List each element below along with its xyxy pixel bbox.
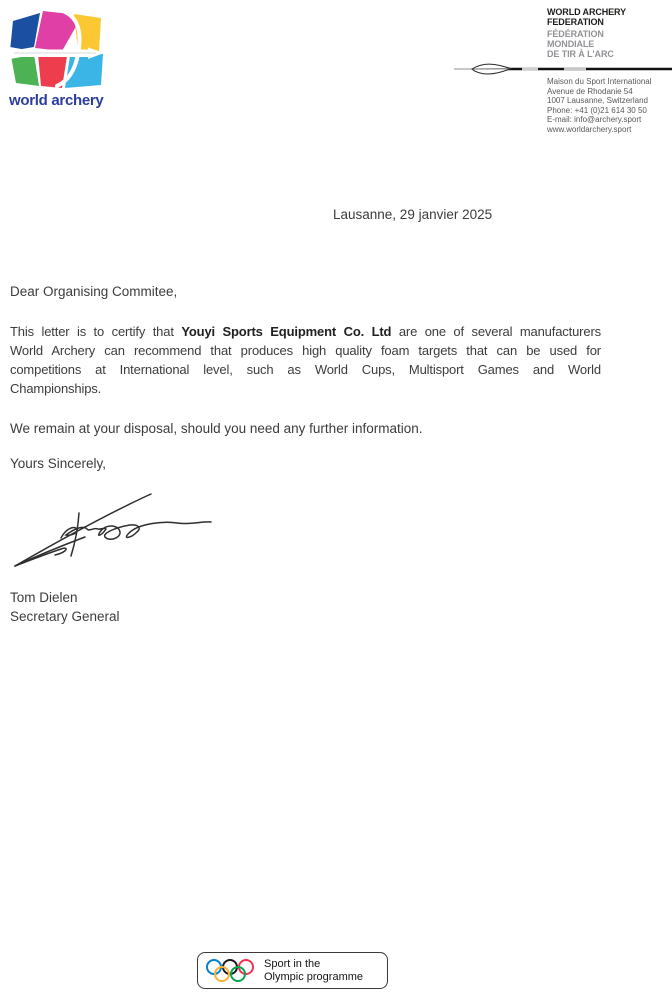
olympic-badge-line2: Olympic programme [264,970,364,983]
org-name-fr-line2: MONDIALE [547,39,595,49]
world-archery-logo-icon [10,9,104,92]
second-paragraph: We remain at your disposal, should you need any further information. [10,421,423,436]
address-line: E-mail: info@archery.sport [547,115,642,125]
org-name-fr [547,29,667,59]
address-line: Avenue de Rhodanie 54 [547,86,633,96]
company-name: Youyi Sports Equipment Co. Ltd [181,324,392,339]
olympic-rings-icon [205,958,257,984]
address-line: Phone: +41 (0)21 614 30 50 [547,105,647,115]
paragraph-line: World Archery can recommend that produces high quality foam targets that can be used for [10,343,601,358]
org-name-en-line1: WORLD ARCHERY [547,7,627,17]
logo-colored-segments [10,11,104,88]
paragraph-text: are one of several manufacturers [391,324,601,339]
signer-title: Secretary General [10,609,120,624]
olympic-badge-line1: Sport in the [264,957,321,970]
address-line: Maison du Sport International [547,77,652,86]
paragraph-line [10,322,601,341]
org-name-en [547,7,667,27]
date-line: Lausanne, 29 janvier 2025 [333,207,493,222]
org-name-fr-line1: FÉDÉRATION [547,29,604,39]
signature-image [5,486,217,570]
paragraph-line: Championships. [10,381,102,396]
greeting: Dear Organising Commitee, [10,284,178,299]
paragraph-text: This letter is to certify that [10,324,182,339]
paragraph-line: competitions at International level, such as World Cups, Multisport Games and World [10,362,601,377]
signer-name: Tom Dielen [10,590,78,605]
org-name-fr-line3: DE TIR À L'ARC [547,49,614,59]
olympic-rings [207,960,253,981]
arrow-icon [436,61,672,77]
address-line: 1007 Lausanne, Switzerland [547,96,648,106]
olympic-badge [197,952,388,989]
signature-strokes [15,494,211,566]
olympic-badge-text [264,958,363,984]
closing: Yours Sincerely, [10,456,107,471]
address-block [547,77,669,135]
org-name-en-line2: FEDERATION [547,17,604,27]
logo-wordmark: world archery [9,92,104,109]
address-line: www.worldarchery.sport [547,124,632,134]
main-paragraph [10,322,601,398]
